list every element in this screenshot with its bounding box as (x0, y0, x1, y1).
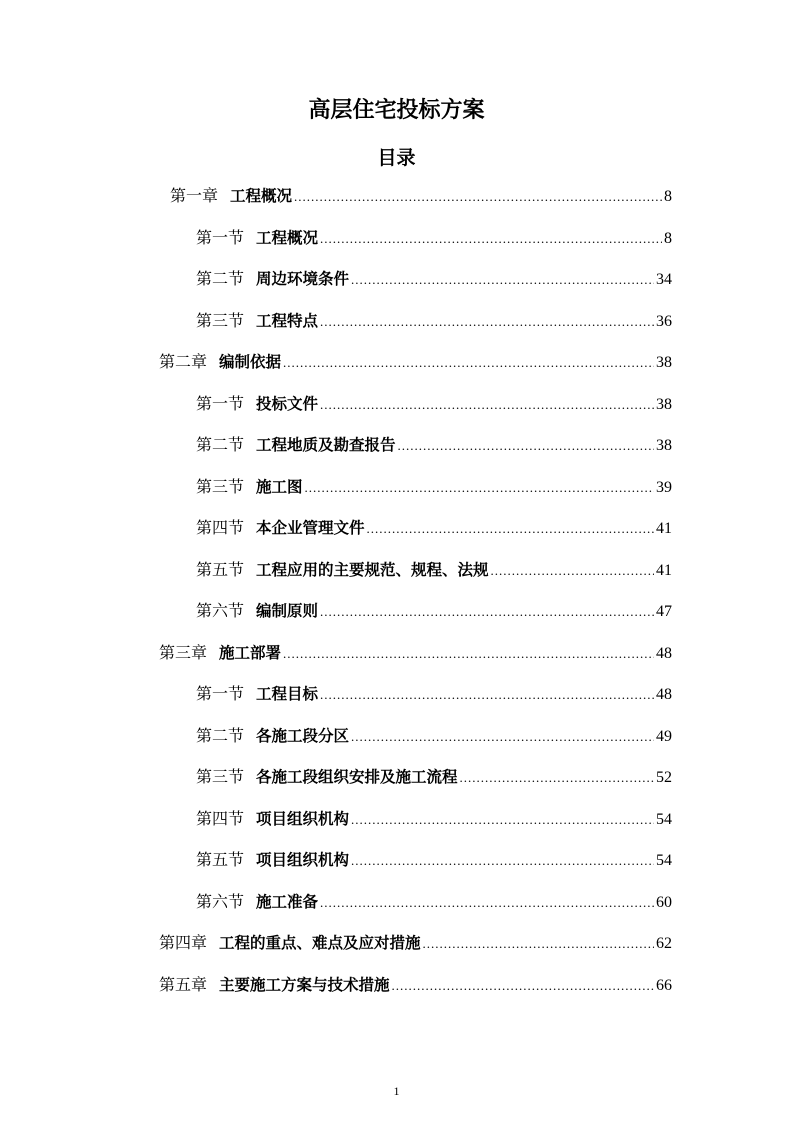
toc-entry-label: 工程概况 (230, 187, 293, 205)
toc-entry-page: 38 (656, 437, 672, 454)
toc-entry-section[interactable] (196, 516, 672, 540)
toc-entry-page: 38 (656, 395, 672, 413)
toc-entry-label: 工程概况 (256, 228, 319, 247)
toc-entry-page: 48 (656, 686, 672, 703)
toc-entry-page: 49 (656, 727, 672, 745)
toc-dot-leader (392, 974, 654, 998)
toc-dot-leader (320, 600, 654, 624)
toc-entry-section[interactable] (196, 682, 672, 706)
toc-entry-number: 第一节 (196, 227, 245, 247)
toc-entry-label: 本企业管理文件 (256, 519, 365, 537)
toc-entry-number: 第一节 (196, 393, 245, 413)
toc-entry-number: 第一章 (170, 186, 219, 205)
toc-entry-page: 54 (656, 852, 672, 869)
toc-entry-label: 工程的重点、难点及应对措施 (219, 934, 421, 952)
toc-entry-label: 项目组织机构 (256, 809, 350, 828)
toc-entry-number: 第二节 (196, 725, 245, 745)
toc-entry-page: 38 (656, 354, 672, 371)
toc-dot-leader (491, 559, 654, 583)
toc-entry-number: 第四章 (159, 933, 208, 952)
toc-dot-leader (351, 725, 654, 749)
toc-entry-page: 8 (664, 188, 672, 205)
toc-entry-page: 60 (656, 893, 672, 911)
toc-entry-section[interactable] (196, 765, 672, 789)
toc-entry-number: 第一节 (196, 684, 245, 703)
toc-entry-number: 第四节 (196, 518, 245, 537)
toc-entry-label: 项目组织机构 (256, 851, 350, 869)
toc-entry-section[interactable] (196, 724, 672, 748)
toc-entry-page: 48 (656, 644, 672, 662)
toc-entry-label: 各施工段分区 (256, 726, 350, 745)
toc-entry-number: 第五节 (196, 559, 245, 579)
toc-entry-page: 8 (664, 229, 672, 247)
toc-entry-number: 第三章 (159, 642, 208, 662)
toc-entry-label: 主要施工方案与技术措施 (219, 975, 390, 994)
toc-heading: 目录 (377, 147, 416, 169)
toc-dot-leader (351, 268, 654, 292)
toc-entry-label: 周边环境条件 (256, 270, 350, 288)
toc-entry-section[interactable] (196, 226, 672, 250)
toc-entry-chapter[interactable] (159, 641, 672, 665)
toc-entry-number: 第二节 (196, 269, 245, 288)
toc-entry-page: 47 (656, 603, 672, 620)
toc-entry-number: 第五节 (196, 850, 245, 869)
toc-entry-label: 编制原则 (256, 602, 319, 620)
toc-entry-number: 第六节 (196, 891, 245, 911)
toc-entry-label: 施工准备 (256, 892, 319, 911)
toc-entry-page: 39 (656, 478, 672, 496)
toc-dot-leader (283, 642, 654, 666)
toc-dot-leader (351, 808, 654, 832)
toc-entry-section[interactable] (196, 267, 672, 291)
toc-dot-leader (305, 476, 654, 500)
toc-entry-number: 第四节 (196, 808, 245, 828)
toc-dot-leader (320, 310, 654, 334)
toc-entry-section[interactable] (196, 848, 672, 872)
toc-dot-leader (367, 517, 654, 541)
toc-entry-chapter[interactable] (159, 973, 672, 997)
toc-dot-leader (320, 683, 654, 707)
toc-entry-section[interactable] (196, 392, 672, 416)
toc-entry-label: 工程目标 (256, 685, 319, 703)
toc-entry-page: 41 (656, 520, 672, 537)
toc-dot-leader (398, 434, 654, 458)
toc-entry-label: 投标文件 (256, 394, 319, 413)
toc-entry-number: 第二节 (196, 435, 245, 454)
toc-entry-label: 施工图 (256, 477, 303, 496)
toc-dot-leader (320, 891, 654, 915)
toc-entry-number: 第二章 (159, 352, 208, 371)
toc-entry-label: 工程特点 (256, 311, 319, 330)
toc-dot-leader (351, 849, 654, 873)
toc-entry-section[interactable] (196, 475, 672, 499)
toc-entry-page: 52 (656, 769, 672, 786)
toc-dot-leader (460, 766, 654, 790)
toc-entry-section[interactable] (196, 558, 672, 582)
toc-entry-label: 各施工段组织安排及施工流程 (256, 768, 458, 786)
toc-entry-number: 第三节 (196, 476, 245, 496)
toc-entry-page: 54 (656, 810, 672, 828)
toc-entry-section[interactable] (196, 807, 672, 831)
toc-entry-chapter[interactable] (170, 184, 672, 208)
toc-entry-number: 第三节 (196, 767, 245, 786)
toc-entry-page: 62 (656, 935, 672, 952)
toc-dot-leader (423, 932, 654, 956)
toc-entry-label: 施工部署 (219, 643, 282, 662)
document-title: 高层住宅投标方案 (308, 98, 485, 123)
toc-entry-section[interactable] (196, 433, 672, 457)
toc-entry-chapter[interactable] (159, 350, 672, 374)
toc-dot-leader (294, 185, 662, 209)
toc-entry-label: 编制依据 (219, 353, 282, 371)
toc-entry-chapter[interactable] (159, 931, 672, 955)
toc-entry-label: 工程地质及勘查报告 (256, 436, 396, 454)
toc-entry-page: 36 (656, 312, 672, 330)
toc-entry-page: 66 (656, 976, 672, 994)
toc-dot-leader (320, 393, 654, 417)
toc-entry-number: 第五章 (159, 974, 208, 994)
toc-entry-page: 41 (656, 561, 672, 579)
toc-dot-leader (283, 351, 654, 375)
page-number: 1 (393, 1084, 400, 1098)
toc-entry-section[interactable] (196, 599, 672, 623)
toc-entry-number: 第六节 (196, 601, 245, 620)
toc-entry-section[interactable] (196, 890, 672, 914)
toc-entry-section[interactable] (196, 309, 672, 333)
toc-entry-number: 第三节 (196, 310, 245, 330)
toc-entry-page: 34 (656, 271, 672, 288)
toc-dot-leader (320, 227, 662, 251)
toc-entry-label: 工程应用的主要规范、规程、法规 (256, 560, 489, 579)
